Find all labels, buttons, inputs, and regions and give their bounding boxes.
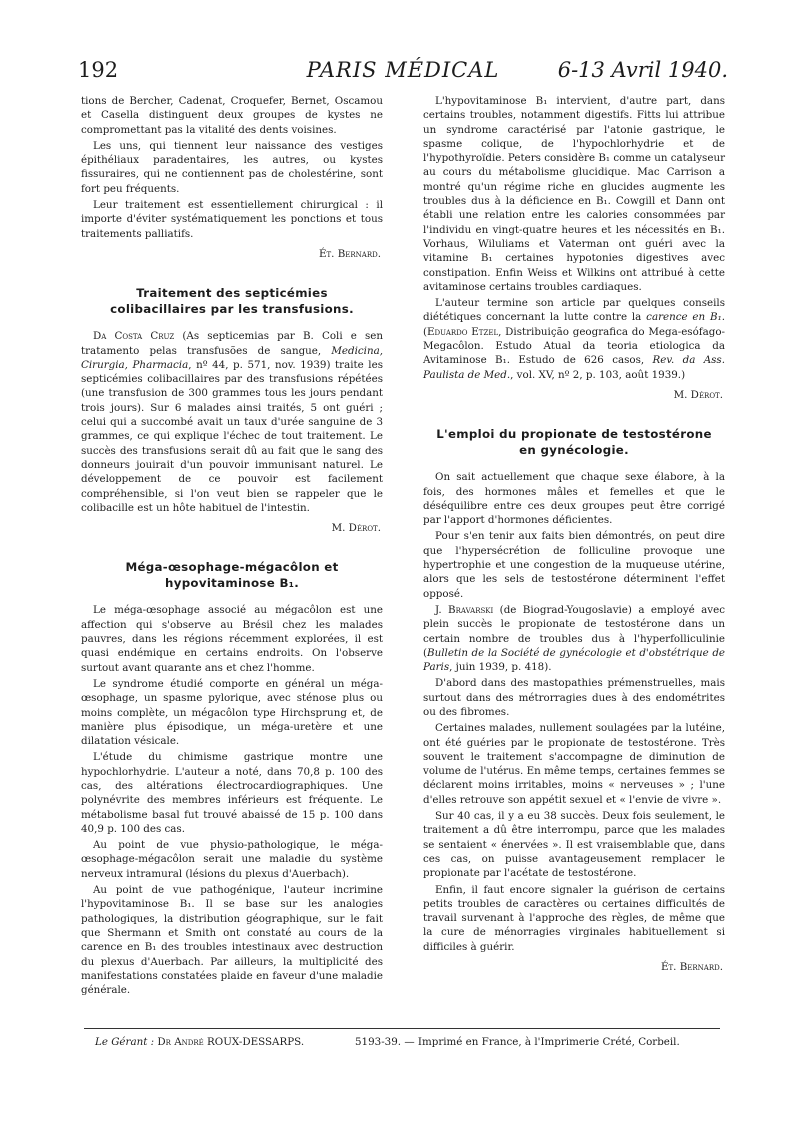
page-number: 192 [78,58,119,82]
paragraph: On sait actuellement que chaque sexe élabore, à la fois, des hormones mâles et femelles et que le déséquilibre entre ces deux groupes peut être corrigé par l'apport d'hormones déficientes. [423,471,725,527]
journal-title: PARIS MÉDICAL [306,58,500,82]
paragraph: D'abord dans des mastopathies prémenstruelles, mais surtout dans des métrorragies dues à des endométrites ou des fibromes. [423,677,725,718]
paragraph: Leur traitement est essentiellement chirurgical : il importe d'éviter systématiquement les ponctions et tous traitements palliatifs. [81,199,383,240]
paragraph: Au point de vue pathogénique, l'auteur incrimine l'hypovitaminose B₁. Il se base sur les analogies pathologiques, la distribution géographique, sur le fait que Shermann et Smith ont constaté au cours de la carence en B₁ des troubles intestinaux avec destruction du plexus d'Auerbach. Par ailleurs, la multiplicité des manifestations constatées plaide en faveur d'une maladie générale. [81,884,383,997]
article-heading: Traitement des septicémies colibacillaires par les transfusions. [110,286,354,317]
journal-reference: Rev. da Ass. Paulista de Med. [423,354,725,381]
author-signature: M. Dérot. [673,388,723,401]
left-column [81,94,383,999]
author-signature: Ét. Bernard. [660,961,723,974]
paragraph: Au point de vue physio-pathologique, le méga-œsophage-mégacôlon serait une maladie du système nerveux intramural (lésions du plexus d'Auerbach). [81,839,383,880]
paragraph: Pour s'en tenir aux faits bien démontrés, on peut dire que l'hypersécrétion de folliculine provoque une hypertrophie et une congestion de la muqueuse utérine, alors que les sels de testostérone déterminent l'effet opposé. [423,530,725,600]
paragraph: J. Bravarski (de Biograd-Yougoslavie) a employé avec plein succès le propionate de testostérone dans un certain nombre de troubles dus à l'hyperfolliculinie (Bulletin de la Société de gynécologie et d'obstétrique de Paris, juin 1939, p. 418). [423,603,725,674]
journal-reference: Bulletin de la Société de gynécologie et d'obstétrique de Paris [423,646,725,674]
paragraph: Enfin, il faut encore signaler la guérison de certains petits troubles de caractères ou certaines difficultés de travail survenant à l'approche des règles, de même que la cure de ménorragies virginales habituellement si difficiles à guérir. [423,883,725,953]
paragraph: L'étude du chimisme gastrique montre une hypochlorhydrie. L'auteur a noté, dans 70,8 p. 100 des cas, des altérations électrocardiographiques. Une polynévrite des membres inférieurs est fréquente. Le métabolisme basal fut trouvé abaissé de 15 p. 100 dans 40,9 p. 100 des cas. [81,751,383,835]
footer-rule [84,1028,720,1029]
footer-imprint: 5193-39. — Imprimé en France, à l'Imprimerie Crété, Corbeil. [355,1036,680,1048]
paragraph: Sur 40 cas, il y a eu 38 succès. Deux fois seulement, le traitement a dû être interrompu, parce que les malades se sentaient « énervées ». Il est vraisemblable que, dans ces cas, on puisse avantageusement remplacer le propionate par l'acétate de testostérone. [423,810,725,880]
author-signature: Ét. Bernard. [318,247,381,260]
paragraph: L'auteur termine son article par quelques conseils diététiques concernant la lutte contre la carence en B₁. (Eduardo Etzel, Distribuição geografica do Mega-esófago-Megacôlon. Estudo Atual da teoria etiologica da Avitaminose B₁. Estudo de 626 casos, Rev. da Ass. Paulista de Med., vol. XV, nº 2, p. 103, août 1939.) [423,297,726,381]
footer-gerant: Le Gérant : Dr André ROUX-DESSARPS. [95,1036,305,1048]
author-name: J. Bravarski [435,603,494,616]
right-column [423,94,725,974]
paragraph: tions de Bercher, Cadenat, Croquefer, Bernet, Oscamou et Casella distinguent deux groupes de kystes ne compromettant pas la vitalité des dents voisines. [81,95,383,136]
author-signature: M. Dérot. [331,522,381,535]
paragraph: Les uns, qui tiennent leur naissance des vestiges épithéliaux paradentaires, les autres, ou kystes fissuraires, qui ne contiennent pas de cholestérine, sont fort peu fréquents. [81,139,383,195]
issue-date: 6-13 Avril 1940. [557,58,728,82]
running-head [78,58,728,88]
author-name: Eduardo Etzel [427,325,499,338]
paragraph: Le syndrome étudié comporte en général un méga-œsophage, un spasme pylorique, avec sténose plus ou moins complète, un mégacôlon type Hirchsprung et, de manière plus épisodique, un méga-uretère et une dilatation vésicale. [81,677,383,748]
article-heading: L'emploi du propionate de testostérone en gynécologie. [436,427,712,458]
author-name: Da Costa Cruz [93,330,175,343]
journal-reference: Medicina, Cirurgia, Pharmacia [81,344,383,371]
paragraph: L'hypovitaminose B₁ intervient, d'autre part, dans certains troubles, notamment digestifs. Fitts lui attribue un syndrome caractérisé par l'atonie gastrique, le spasme colique, de l'hypochlorhydrie et de l'hypothyroïdie. Peters considère B₁ comme un catalyseur au cours du métabolisme glucidique. Mac Carrison a montré qu'un régime riche en glucides augmente les troubles dus à la déficience en B₁. Cowgill et Dann ont établi une relation entre les calories consommées par l'individu en vingt-quatre heures et les nécessités en B₁. Vorhaus, Wiluliams et Vaterman ont guéri avec la vitamine B₁ certaines hypotonies digestives avec constipation. Enfin Weiss et Wilkins ont attribué à cette avitaminose certains troubles cardiaques. [423,95,725,293]
paragraph: Da Costa Cruz (As septicemias par B. Coli e sen tratamento pelas transfusões de sangue, Medicina, Cirurgia, Pharmacia, nº 44, p. 571, nov. 1939) traite les septicémies colibacillaires par des transfusions répétées (une transfusion de 300 grammes tous les jours pendant trois jours). Sur 6 malades ainsi traités, 5 ont guéri ; celui qui a succombé avait un taux d'urée sanguine de 3 grammes, ce qui explique l'échec de tout traitement. Le succès des transfusions serait dû au fait que le sang des donneurs jouirait d'un pouvoir immunisant naturel. Le développement de ce pouvoir est facilement compréhensible, si l'on veut bien se rappeler que le colibacille est un hôte habituel de l'intestin. [81,330,383,514]
article-heading: Méga-œsophage-mégacôlon et hypovitaminose B₁. [125,560,339,591]
paragraph: Certaines malades, nullement soulagées par la lutéine, ont été guéries par le propionate de testostérone. Très souvent le traitement s'accompagne de diminution de volume de l'utérus. En même temps, certaines femmes se déclarent moins irritables, moins « nerveuses » ; l'une d'elles retrouve son appétit sexuel et « l'envie de vivre ». [423,722,725,806]
paragraph: Le méga-œsophage associé au mégacôlon est une affection qui s'observe au Brésil chez les malades pauvres, dans les régions récemment explorées, il est quasi endémique en certains endroits. On l'observe surtout avant quarante ans et chez l'homme. [81,604,383,674]
